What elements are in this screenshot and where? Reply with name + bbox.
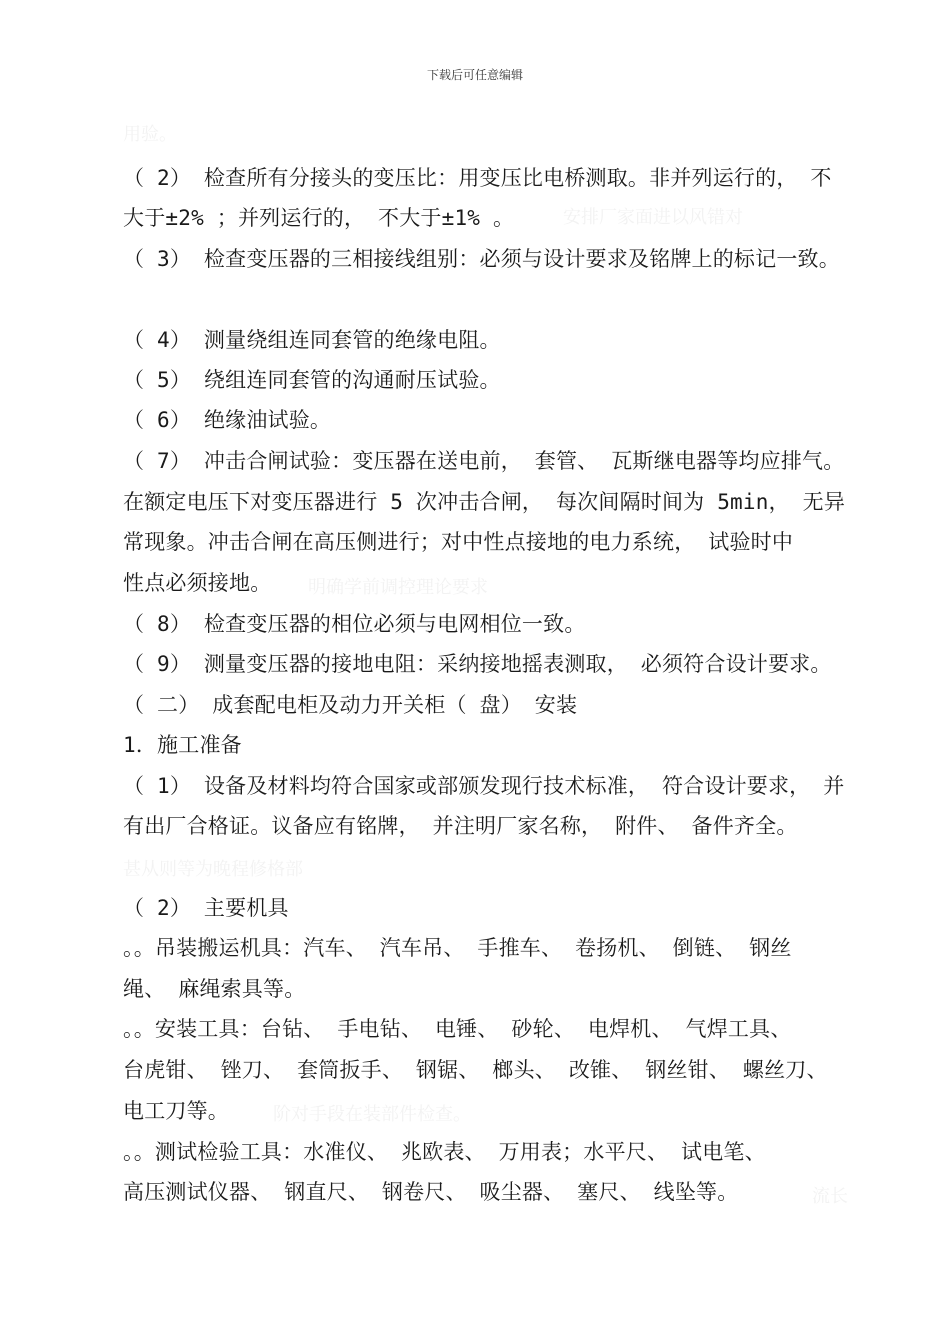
body-line: （ 2） 检查所有分接头的变压比：用变压比电桥测取。非并列运行的， 不 <box>123 166 832 190</box>
body-line: 在额定电压下对变压器进行 5 次冲击合闸， 每次间隔时间为 5min， 无异 <box>123 490 846 514</box>
body-line: 常现象。冲击合闸在高压侧进行；对中性点接地的电力系统， 试验时中 <box>123 530 794 554</box>
watermark-text: 流长 <box>812 1186 848 1207</box>
body-line: （ 5） 绕组连同套管的沟通耐压试验。 <box>123 368 501 392</box>
body-line: 大于±2% ；并列运行的， 不大于±1% 。 <box>123 206 515 230</box>
section-heading: （ 二） 成套配电柜及动力开关柜（ 盘） 安装 <box>123 693 578 717</box>
body-line: （ 3） 检查变压器的三相接线组别：必须与设计要求及铭牌上的标记一致。 <box>123 247 840 271</box>
body-line: （ 9） 测量变压器的接地电阻：采纳接地摇表测取， 必须符合设计要求。 <box>123 652 832 676</box>
body-line: （ 2） 主要机具 <box>123 896 289 920</box>
watermark-text: 阶对手段在装部件检查。 <box>273 1104 471 1125</box>
body-line: 绳、 麻绳索具等。 <box>123 977 306 1001</box>
body-line: 有出厂合格证。议备应有铭牌， 并注明厂家名称， 附件、 备件齐全。 <box>123 814 798 838</box>
body-line: （ 7） 冲击合闸试验：变压器在送电前， 套管、 瓦斯继电器等均应排气。 <box>123 449 845 473</box>
watermark-text: 安排厂家面进以风错对 <box>563 207 743 228</box>
body-line: 性点必须接地。 <box>123 571 272 595</box>
body-line: （ 8） 检查变压器的相位必须与电网相位一致。 <box>123 612 586 636</box>
page-header: 下载后可任意编辑 <box>426 68 523 82</box>
body-line: 。。吊装搬运机具：汽车、 汽车吊、 手推车、 卷扬机、 倒链、 钢丝 <box>123 936 792 960</box>
watermark-text: 用验。 <box>123 124 177 145</box>
body-line: 电工刀等。 <box>123 1099 229 1123</box>
body-line: （ 4） 测量绕组连同套管的绝缘电阻。 <box>123 328 501 352</box>
body-line: （ 1） 设备及材料均符合国家或部颁发现行技术标准， 符合设计要求， 并 <box>123 774 845 798</box>
body-line: 。。安装工具：台钻、 手电钻、 电锤、 砂轮、 电焊机、 气焊工具、 <box>123 1017 792 1041</box>
watermark-text: 甚从则等为晚程修格部 <box>123 859 303 880</box>
watermark-text: 明确学前调控理论要求 <box>308 577 488 598</box>
body-line: 高压测试仪器、 钢直尺、 钢卷尺、 吸尘器、 塞尺、 线坠等。 <box>123 1180 739 1204</box>
body-line: 台虎钳、 锉刀、 套筒扳手、 钢锯、 榔头、 改锥、 钢丝钳、 螺丝刀、 <box>123 1058 828 1082</box>
body-line: （ 6） 绝缘油试验。 <box>123 408 332 432</box>
subsection-heading: 1．施工准备 <box>123 733 242 757</box>
body-line: 。。测试检验工具：水准仪、 兆欧表、 万用表；水平尺、 试电笔、 <box>123 1140 766 1164</box>
